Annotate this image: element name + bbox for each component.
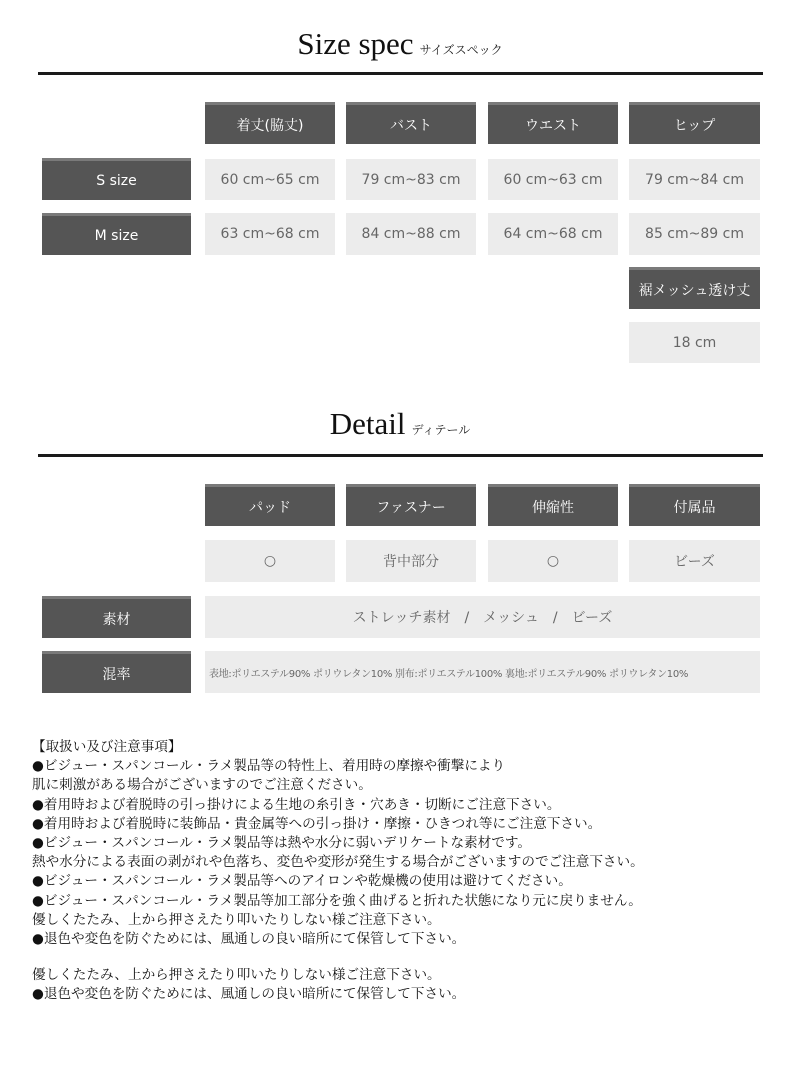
care-note-line: ●ビジュー・スパンコール・ラメ製品等の特性上、着用時の摩擦や衝撃により — [32, 758, 506, 775]
detail-header-zipper: ファスナー — [346, 484, 476, 526]
care-note-heading: 【取扱い及び注意事項】 — [32, 739, 182, 755]
material-value: ストレッチ素材 / メッシュ / ビーズ — [205, 596, 760, 638]
detail-heading — [0, 406, 800, 442]
size-header-mesh-length: 裾メッシュ透け丈 — [629, 267, 760, 309]
detail-header-accessories: 付属品 — [629, 484, 760, 526]
detail-accessories-value: ビーズ — [629, 540, 760, 582]
detail-pad-value: ○ — [205, 540, 335, 582]
size-header-length: 着丈(脇丈) — [205, 102, 335, 144]
blend-label: 混率 — [42, 651, 191, 693]
detail-zipper-value: 背中部分 — [346, 540, 476, 582]
care-note-line: ●ビジュー・スパンコール・ラメ製品等へのアイロンや乾燥機の使用は避けてください。 — [32, 873, 572, 890]
care-note-repeat-line: 優しくたたみ、上から押さえたり叩いたりしない様ご注意下さい。 — [32, 967, 441, 984]
care-notes — [32, 738, 772, 1004]
detail-header-pad: パッド — [205, 484, 335, 526]
size-row-label-m: M size — [42, 213, 191, 255]
size-s-waist: 60 cm~63 cm — [488, 159, 618, 200]
detail-stretch-value: ○ — [488, 540, 618, 582]
size-mesh-length-value: 18 cm — [629, 322, 760, 363]
care-note-line: ●ビジュー・スパンコール・ラメ製品等加工部分を強く曲げると折れた状態になり元に戻りません。 — [32, 892, 642, 909]
blend-value: 表地:ポリエステル90% ポリウレタン10% 別布:ポリエステル100% 裏地:ポリエステル90% ポリウレタン10% — [205, 651, 760, 693]
detail-divider — [38, 454, 763, 457]
detail-title: Detail — [329, 406, 406, 441]
care-note-line: 優しくたたみ、上から押さえたり叩いたりしない様ご注意下さい。 — [32, 911, 441, 928]
size-s-hip: 79 cm~84 cm — [629, 159, 760, 200]
size-spec-heading — [0, 26, 800, 62]
size-spec-divider — [38, 72, 763, 75]
size-m-waist: 64 cm~68 cm — [488, 213, 618, 255]
size-m-bust: 84 cm~88 cm — [346, 213, 476, 255]
care-note-line: 熱や水分による表面の剥がれや色落ち、変色や変形が発生する場合がございますのでご注意下さい。 — [32, 854, 644, 871]
size-spec-title: Size spec — [297, 26, 414, 61]
detail-subtitle: ディテール — [411, 423, 471, 437]
size-header-bust: バスト — [346, 102, 476, 144]
care-note-line: 肌に刺激がある場合がございますのでご注意ください。 — [32, 777, 372, 794]
size-m-length: 63 cm~68 cm — [205, 213, 335, 255]
care-note-line: ●退色や変色を防ぐためには、風通しの良い暗所にて保管して下さい。 — [32, 930, 466, 947]
size-m-hip: 85 cm~89 cm — [629, 213, 760, 255]
size-spec-subtitle: サイズスペック — [419, 43, 503, 57]
size-row-label-s: S size — [42, 158, 191, 200]
detail-header-stretch: 伸縮性 — [488, 484, 618, 526]
care-note-line: ●着用時および着脱時に装飾品・貴金属等への引っ掛け・摩擦・ひきつれ等にご注意下さい。 — [32, 815, 602, 832]
care-note-line: ●ビジュー・スパンコール・ラメ製品等は熱や水分に弱いデリケートな素材です。 — [32, 834, 531, 851]
care-note-line: ●着用時および着脱時の引っ掛けによる生地の糸引き・穴あき・切断にご注意下さい。 — [32, 796, 561, 813]
care-note-repeat-line: ●退色や変色を防ぐためには、風通しの良い暗所にて保管して下さい。 — [32, 986, 466, 1003]
size-s-length: 60 cm~65 cm — [205, 159, 335, 200]
material-label: 素材 — [42, 596, 191, 638]
size-header-hip: ヒップ — [629, 102, 760, 144]
size-header-waist: ウエスト — [488, 102, 618, 144]
size-s-bust: 79 cm~83 cm — [346, 159, 476, 200]
